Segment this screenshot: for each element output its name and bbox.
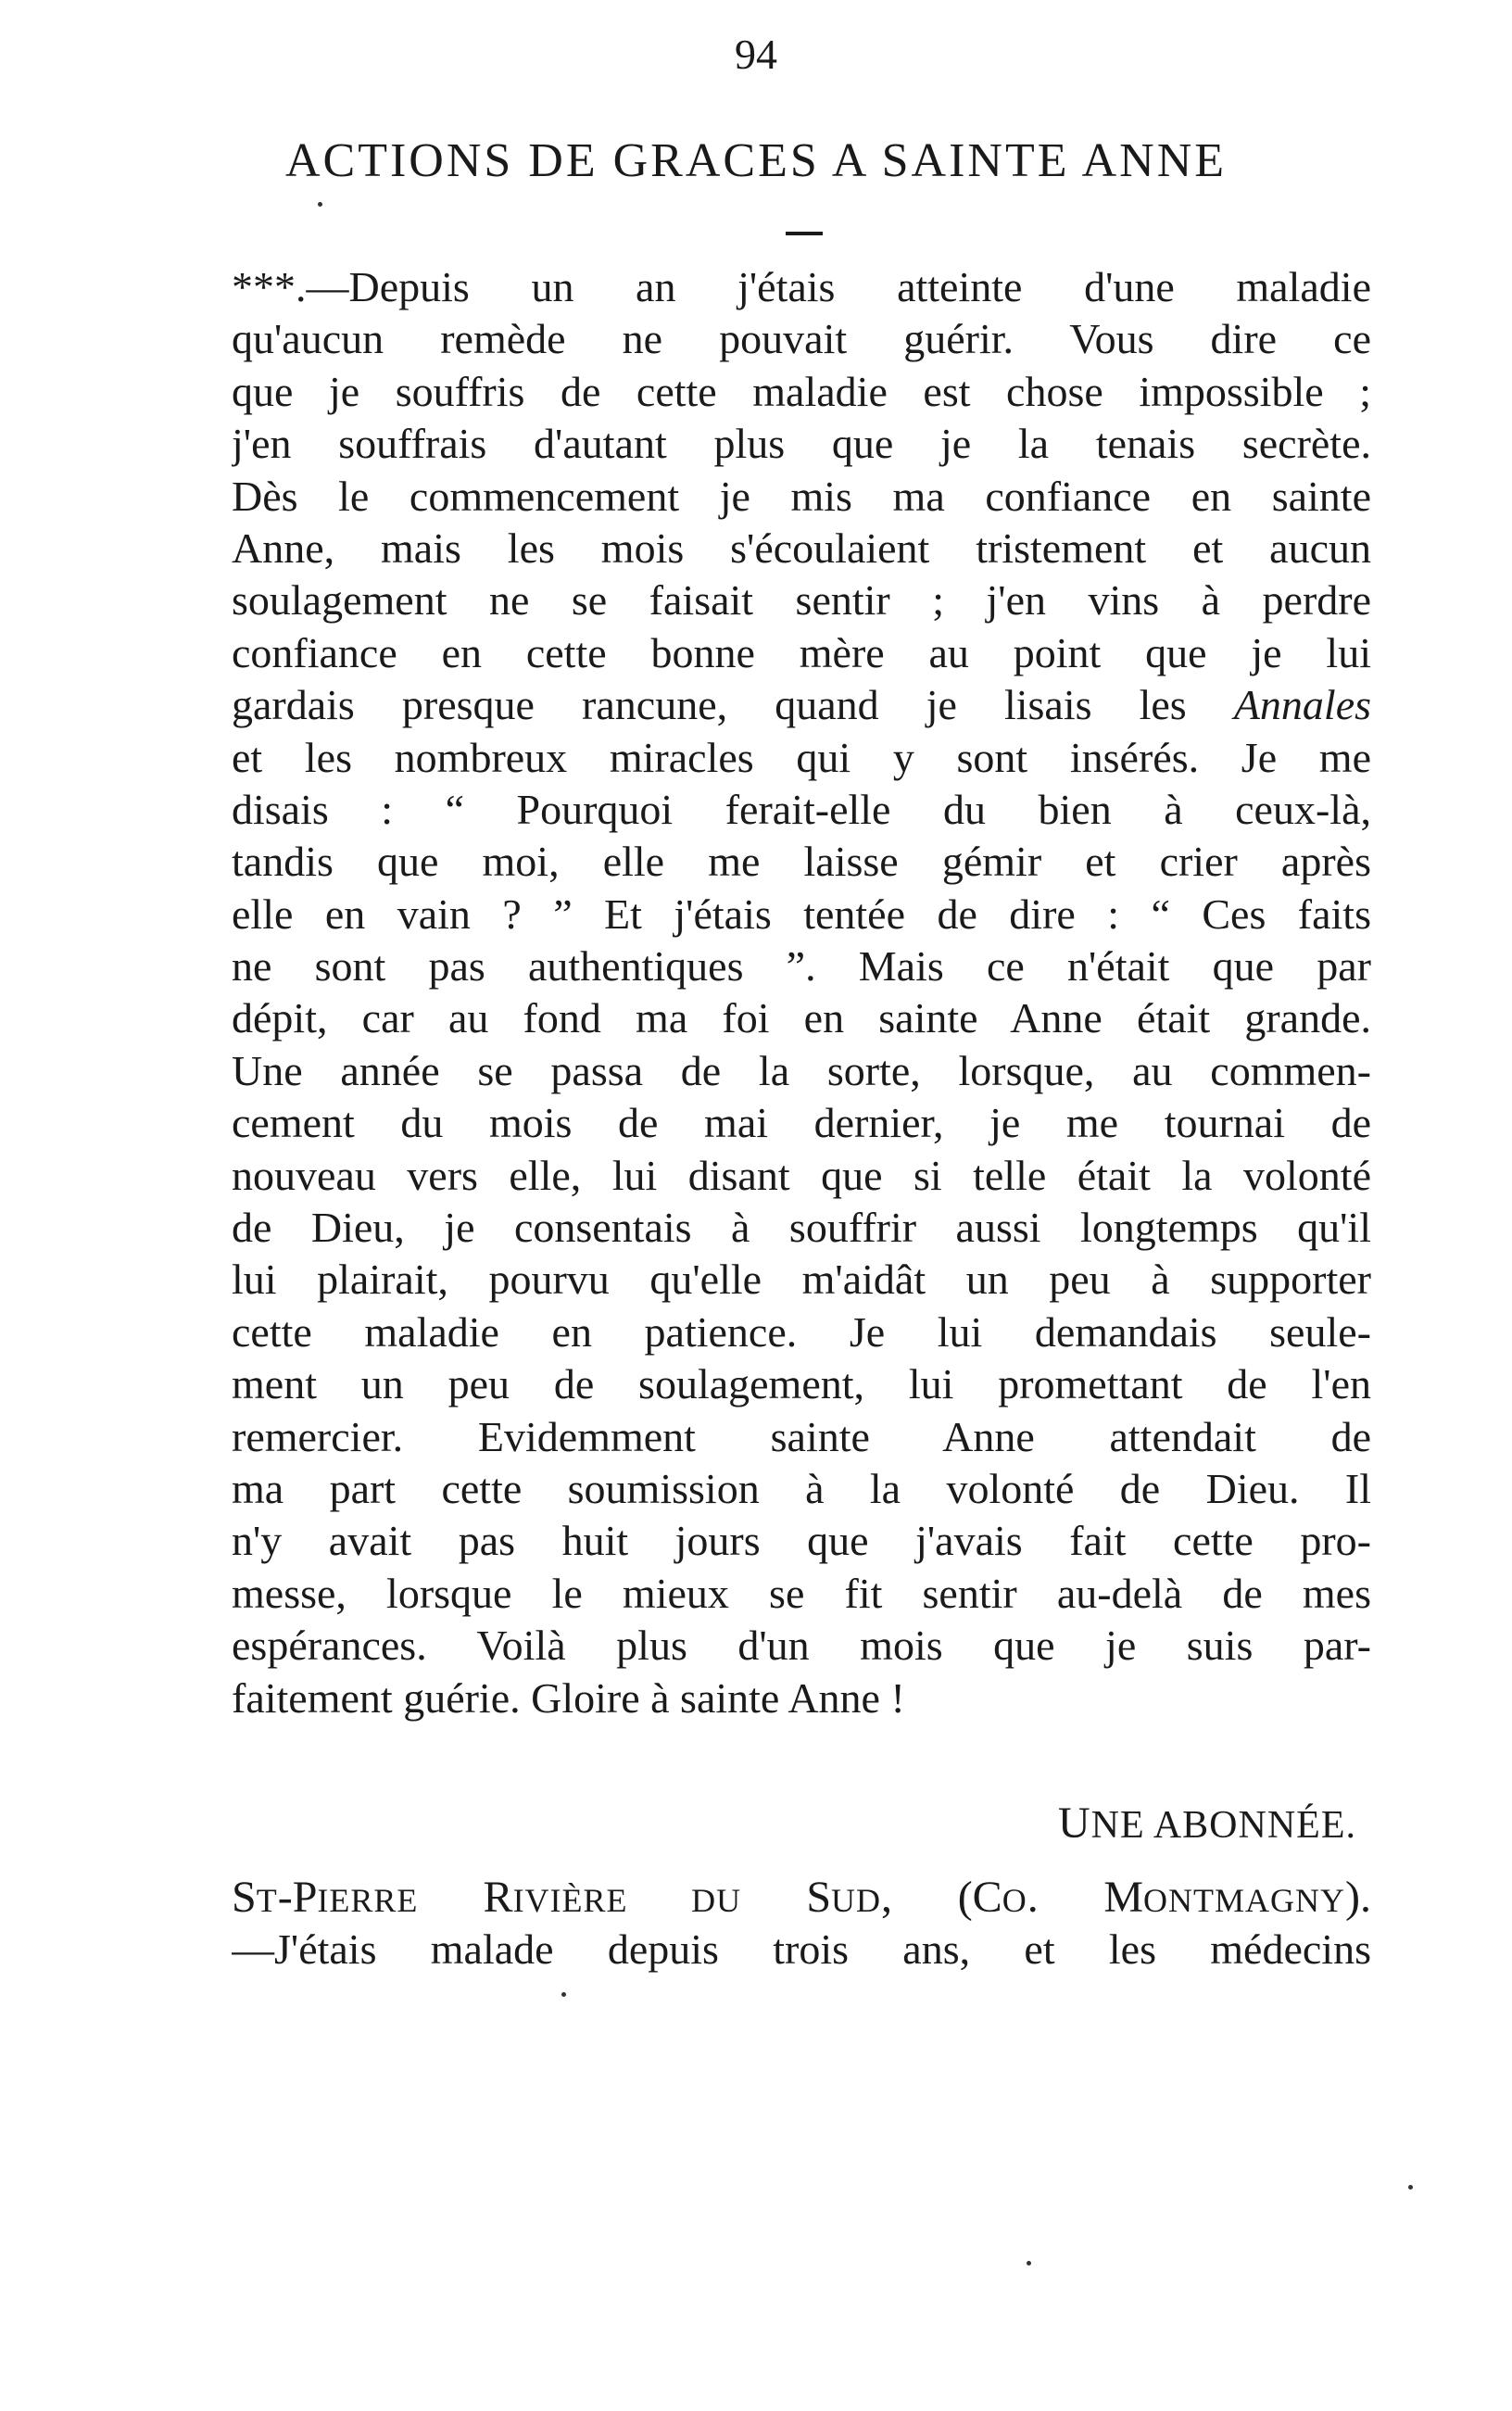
place-heading-part: , (C bbox=[881, 1873, 1002, 1922]
text-line: lui plairait, pourvu qu'elle m'aidât un peu à supporter bbox=[232, 1256, 1371, 1304]
second-testimony bbox=[232, 1872, 1371, 1976]
text-line: cette maladie en patience. Je lui demandais seule- bbox=[232, 1307, 1371, 1356]
text-line: nouveau vers elle, lui disant que si telle était la volonté bbox=[232, 1151, 1371, 1199]
text-line: j'en souffrais d'autant plus que je la tenais secrète. bbox=[232, 420, 1371, 468]
place-heading-part: IVIÈRE DU bbox=[512, 1882, 742, 1919]
text-line: ma part cette soumission à la volonté de Dieu. Il bbox=[232, 1464, 1371, 1512]
text-line-with-annales bbox=[232, 679, 1371, 731]
place-heading-part: S bbox=[232, 1873, 257, 1922]
text-line: faitement guérie. Gloire à sainte Anne ! bbox=[232, 1673, 905, 1722]
ink-speck bbox=[561, 1992, 566, 1997]
text-line: soulagement ne se faisait sentir ; j'en vins à perdre bbox=[232, 576, 1371, 625]
text-line: messe, lorsque le mieux se fit sentir au-delà de mes bbox=[232, 1569, 1371, 1617]
text-line: confiance en cette bonne mère au point que je lui bbox=[232, 628, 1371, 676]
annales-title: Annales bbox=[1233, 681, 1371, 729]
ink-speck bbox=[318, 202, 322, 207]
text-line: Anne, mais les mois s'écoulaient tristement et aucun bbox=[232, 524, 1371, 572]
text-line: de Dieu, je consentais à souffrir aussi longtemps qu'il bbox=[232, 1204, 1371, 1252]
text-line: ne sont pas authentiques ”. Mais ce n'était que par bbox=[232, 942, 1371, 991]
signature bbox=[1058, 1796, 1356, 1853]
text-line: Une année se passa de la sorte, lorsque, au commen- bbox=[232, 1046, 1371, 1094]
place-heading-part: UD bbox=[831, 1882, 882, 1919]
text-line: ***.—Depuis un an j'étais atteinte d'une maladie bbox=[232, 263, 1371, 310]
text-line: tandis que moi, elle me laisse gémir et crier après bbox=[232, 838, 1371, 886]
text-line: ment un peu de soulagement, lui promettant de l'en bbox=[232, 1360, 1371, 1408]
signature-rest: NE ABONNÉE. bbox=[1090, 1804, 1356, 1847]
ink-speck bbox=[1027, 2261, 1031, 2266]
text-line: disais : “ Pourquoi ferait-elle du bien à ceux-là, bbox=[232, 785, 1371, 833]
text-line: n'y avait pas huit jours que j'avais fait cette pro- bbox=[232, 1517, 1371, 1565]
place-heading-part: . M bbox=[1027, 1873, 1144, 1922]
text-line: et les nombreux miracles qui y sont insérés. Je me bbox=[232, 733, 1371, 781]
place-heading-part: T bbox=[256, 1882, 278, 1919]
place-heading-part: ). bbox=[1345, 1873, 1371, 1922]
page-heading: ACTIONS DE GRACES A SAINTE ANNE bbox=[284, 134, 1228, 187]
place-heading-line bbox=[232, 1872, 1371, 1924]
text-line-segment: gardais presque rancune, quand je lisais les bbox=[232, 681, 1187, 729]
place-heading-part: R bbox=[483, 1873, 513, 1922]
text-line: cement du mois de mai dernier, je me tournai de bbox=[232, 1099, 1371, 1147]
text-line: —J'étais malade depuis trois ans, et les médecins bbox=[232, 1925, 1371, 1974]
testimony-paragraph bbox=[232, 261, 1371, 1724]
place-heading-part: O bbox=[1002, 1882, 1027, 1919]
ink-speck bbox=[1408, 2185, 1413, 2190]
page-number: 94 bbox=[735, 31, 777, 78]
place-heading-part: -P bbox=[277, 1873, 318, 1922]
text-line: elle en vain ? ” Et j'étais tentée de dire : “ Ces faits bbox=[232, 890, 1371, 938]
text-line: dépit, car au fond ma foi en sainte Anne était grande. bbox=[232, 994, 1371, 1042]
text-line: espérances. Voilà plus d'un mois que je suis par- bbox=[232, 1622, 1371, 1670]
text-line: qu'aucun remède ne pouvait guérir. Vous dire ce bbox=[232, 315, 1371, 363]
place-heading-part: ONTMAGNY bbox=[1143, 1882, 1346, 1919]
text-line: que je souffris de cette maladie est chose impossible ; bbox=[232, 367, 1371, 415]
text-line: remercier. Evidemment sainte Anne attendait de bbox=[232, 1412, 1371, 1460]
signature-initial: U bbox=[1058, 1799, 1091, 1848]
text-line: Dès le commencement je mis ma confiance en sainte bbox=[232, 472, 1371, 520]
heading-divider bbox=[786, 232, 823, 235]
place-heading-part: S bbox=[806, 1873, 832, 1922]
place-heading-part: IERRE bbox=[317, 1882, 419, 1919]
